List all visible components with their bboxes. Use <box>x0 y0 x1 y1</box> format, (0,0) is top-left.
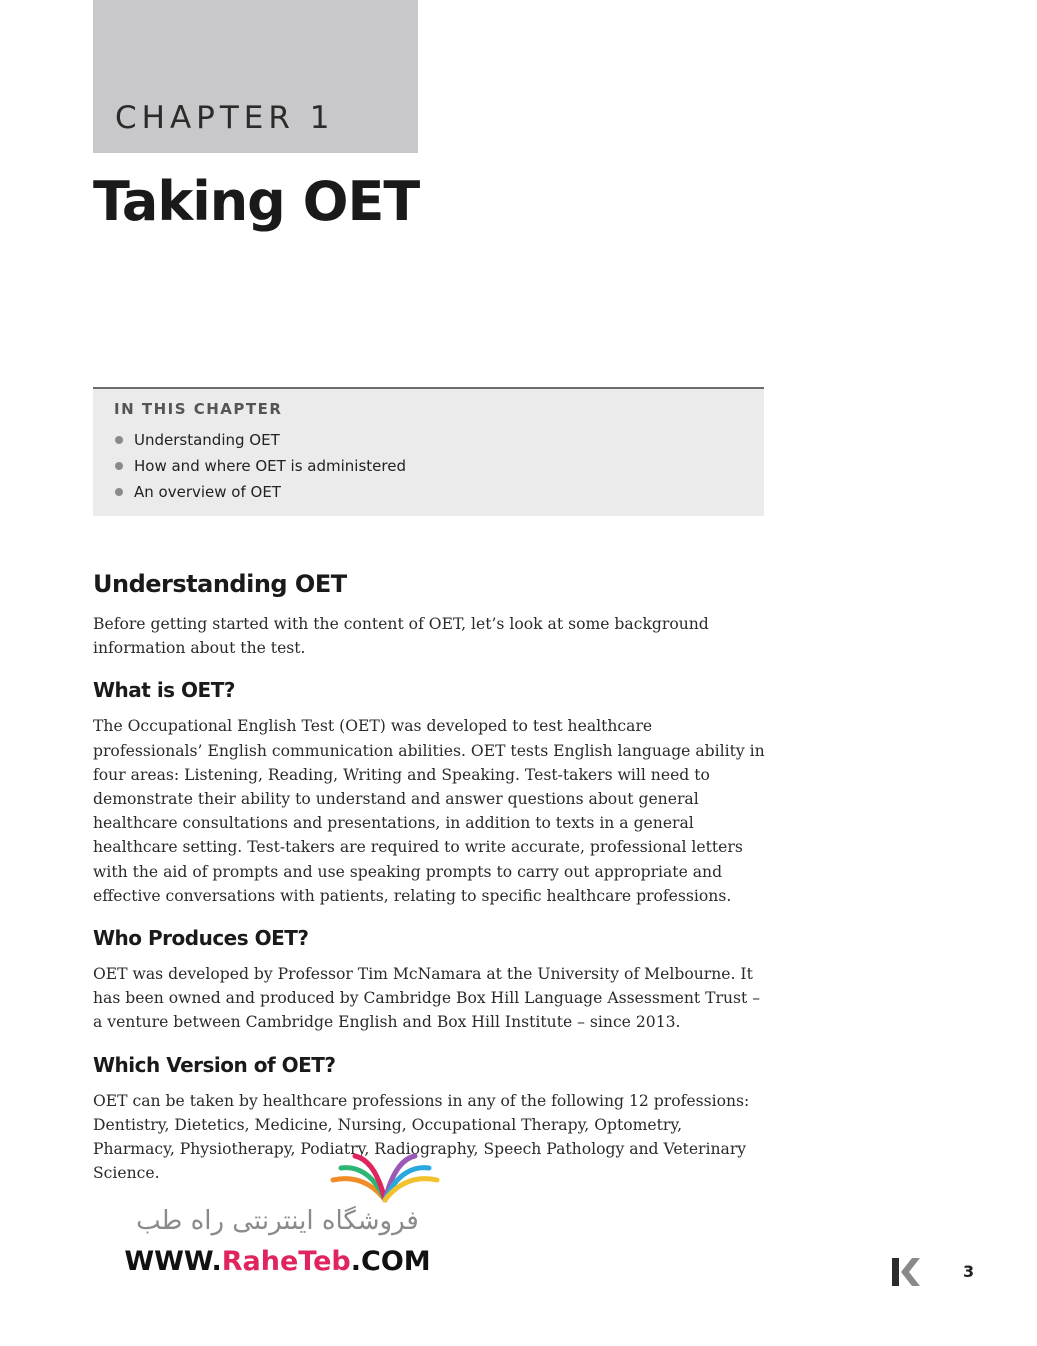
subsection-text-which-version: OET can be taken by healthcare professions in any of the following 12 professions: Dentistry, Dietetics, Medicine, Nursing, Occupational Therapy, Optometry, Pharmacy, Physiotherapy, Podiatry, Radiography, Speech Pathology and Veterinary Science. <box>93 1091 750 1183</box>
chapter-title: Taking OET <box>93 170 420 233</box>
bullet-icon <box>115 436 123 444</box>
subsection-heading-what-is: What is OET? <box>93 678 235 703</box>
watermark <box>115 1150 445 1285</box>
list-item: Understanding OET <box>114 427 406 453</box>
kaplan-k-logo-icon <box>890 1258 920 1286</box>
watermark-url: WWW.RaheTeb.COM <box>124 1246 431 1277</box>
section-text-understanding: Before getting started with the content of OET, let’s look at some background information about the test. <box>93 615 709 658</box>
bullet-icon <box>115 488 123 496</box>
subsection-text-who-produces: OET was developed by Professor Tim McNamara at the University of Melbourne. It has been owned and produced by Cambridge Box Hill Language Assessment Trust – a venture between Cambridge English and Box Hill Institute – since 2013. <box>93 965 761 1032</box>
in-this-chapter-box <box>93 387 764 516</box>
section-heading-understanding: Understanding OET <box>93 570 347 598</box>
bullet-icon <box>115 462 123 470</box>
list-item: How and where OET is administered <box>114 453 406 479</box>
in-this-chapter-list <box>114 427 406 505</box>
page-number: 3 <box>963 1262 975 1281</box>
subsection-heading-who-produces: Who Produces OET? <box>93 926 309 951</box>
book-logo-icon <box>325 1150 445 1204</box>
watermark-brand: RaheTeb <box>221 1246 351 1277</box>
chapter-label: CHAPTER 1 <box>115 100 335 136</box>
watermark-persian-text: فروشگاه اینترنتی راه طب <box>136 1206 419 1236</box>
in-this-chapter-heading: IN THIS CHAPTER <box>114 400 283 418</box>
list-item: An overview of OET <box>114 479 406 505</box>
subsection-text-what-is: The Occupational English Test (OET) was developed to test healthcare professionals’ English communication abilities. OET tests English language ability in four areas: Listening, Reading, Writing and Speaking. Test-takers will need to demonstrate their ability to understand and answer questions about general healthcare consultations and presentations, in addition to texts in a general healthcare setting. Test-takers are required to write accurate, professional letters with the aid of prompts and use speaking prompts to carry out appropriate and effective conversations with patients, relating to specific healthcare professions. <box>93 717 765 905</box>
main-content <box>93 570 765 1185</box>
subsection-heading-which-version: Which Version of OET? <box>93 1052 336 1077</box>
